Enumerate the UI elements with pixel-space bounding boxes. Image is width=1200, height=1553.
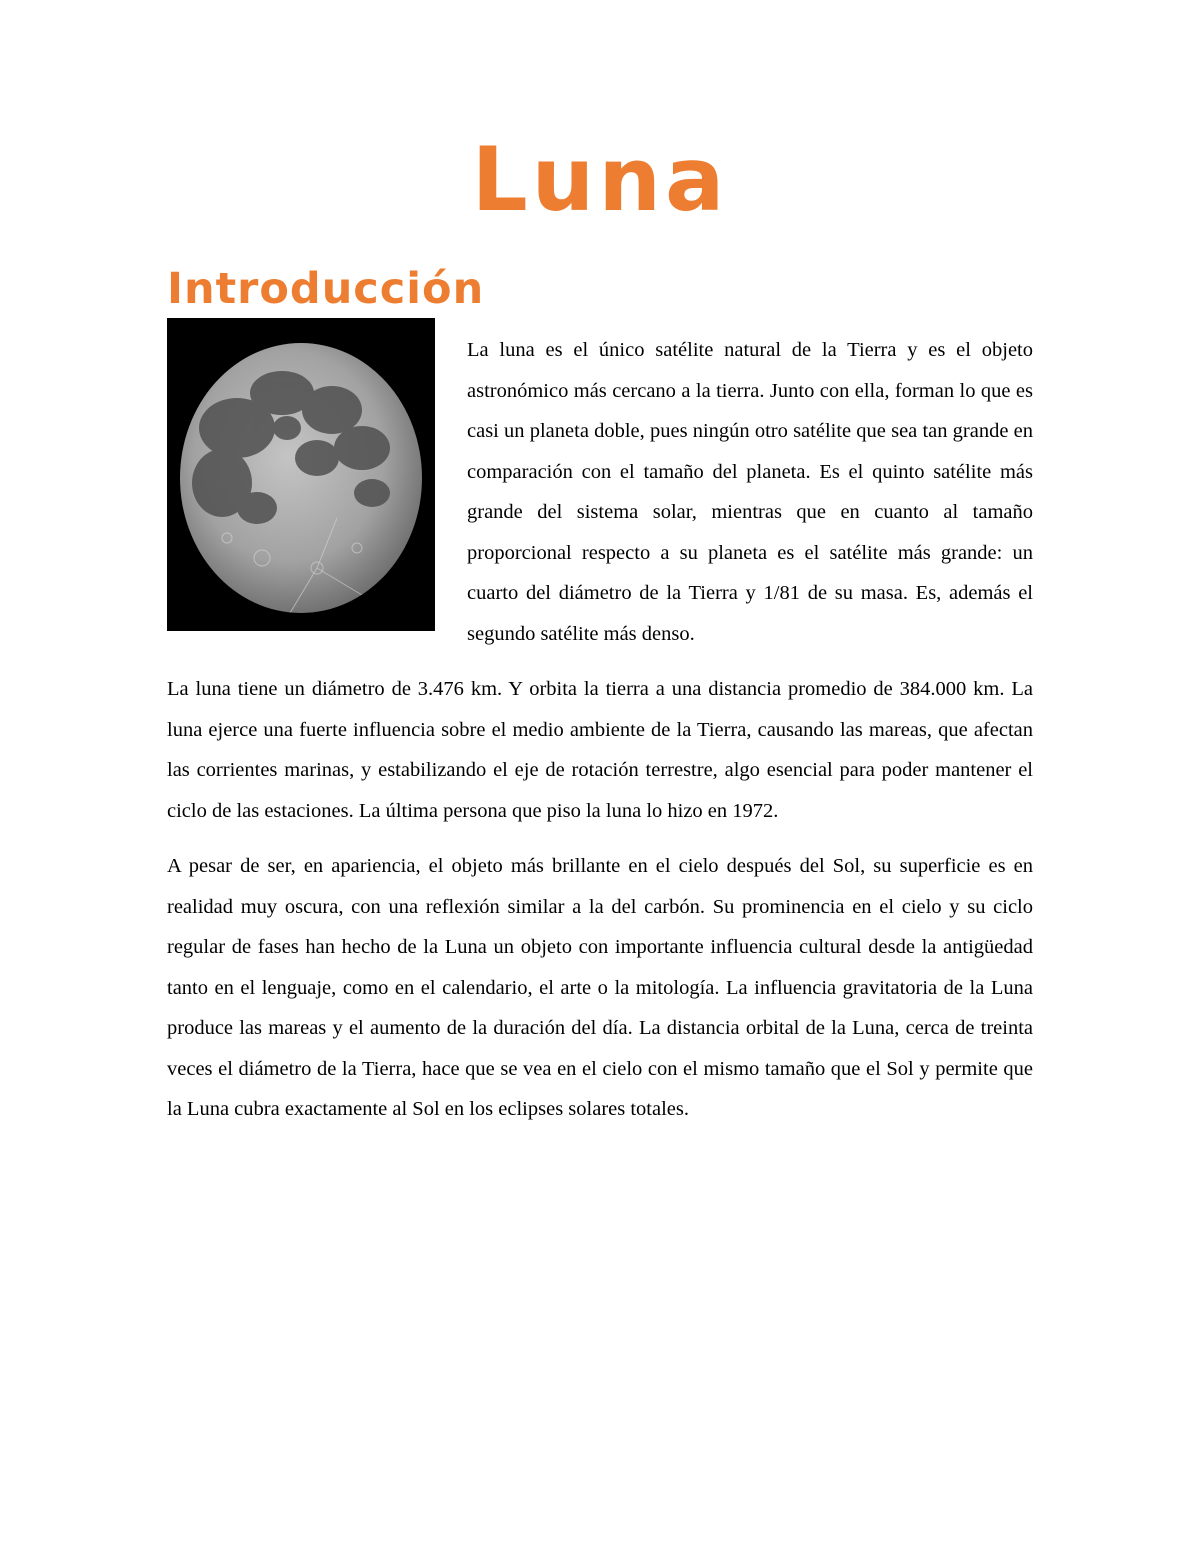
moon-photo	[167, 318, 435, 631]
document-title: Luna	[471, 128, 729, 231]
section-heading-introduccion: Introducción	[167, 264, 485, 314]
body-text	[167, 330, 1033, 1145]
paragraph-3: A pesar de ser, en apariencia, el objeto más brillante en el cielo después del Sol, su superficie es en realidad muy oscura, con una reflexión similar a la del carbón. Su prominencia en el cielo y su ciclo regular de fases han hecho de la Luna un objeto con importante influencia cultural desde la antigüedad tanto en el lenguaje, como en el calendario, el arte o la mitología. La influencia gravitatoria de la Luna produce las mareas y el aumento de la duración del día. La distancia orbital de la Luna, cerca de treinta veces el diámetro de la Tierra, hace que se vea en el cielo con el mismo tamaño que el Sol y permite que la Luna cubra exactamente al Sol en los eclipses solares totales.	[167, 855, 1033, 1120]
paragraph-2: La luna tiene un diámetro de 3.476 km. Y orbita la tierra a una distancia promedio de 384.000 km. La luna ejerce una fuerte influencia sobre el medio ambiente de la Tierra, causando las mareas, que afectan las corrientes marinas, y estabilizando el eje de rotación terrestre, algo esencial para poder mantener el ciclo de las estaciones. La última persona que piso la luna lo hizo en 1972.	[167, 678, 1033, 822]
moon-photo-icon	[167, 318, 435, 631]
paragraph-1: La luna es el único satélite natural de la Tierra y es el objeto astronómico más cercano a la tierra. Junto con ella, forman lo que es casi un planeta doble, pues ningún otro satélite que sea tan grande en comparación con el tamaño del planeta. Es el quinto satélite más grande del sistema solar, mientras que en cuanto al tamaño proporcional respecto a su planeta es el satélite más grande: un cuarto del diámetro de la Tierra y 1/81 de su masa. Es, además el segundo satélite más denso.	[467, 339, 1033, 645]
